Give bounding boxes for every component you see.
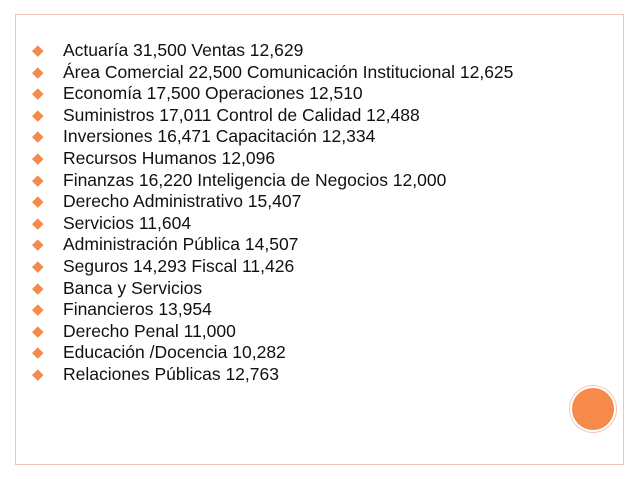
bullet-icon: ◆ — [32, 257, 44, 275]
bullet-icon: ◆ — [32, 193, 44, 211]
bullet-icon: ◆ — [32, 344, 44, 362]
bullet-icon: ◆ — [32, 171, 44, 189]
list-item — [32, 105, 552, 126]
bullet-icon: ◆ — [32, 279, 44, 297]
list-item — [32, 191, 552, 212]
bullet-icon: ◆ — [32, 214, 44, 232]
bullet-icon: ◆ — [32, 322, 44, 340]
list-item-text: Administración Pública 14,507 — [63, 234, 299, 255]
list-item-text: Financieros 13,954 — [63, 299, 212, 320]
bullet-icon: ◆ — [32, 149, 44, 167]
bullet-icon: ◆ — [32, 236, 44, 254]
list-item-text: Educación /Docencia 10,282 — [63, 342, 286, 363]
list-item-text: Derecho Administrativo 15,407 — [63, 191, 302, 212]
list-item — [32, 234, 552, 255]
bullet-list — [32, 40, 552, 386]
list-item — [32, 40, 552, 61]
list-item-text: Inversiones 16,471 Capacitación 12,334 — [63, 126, 376, 147]
bullet-icon: ◆ — [32, 365, 44, 383]
bullet-icon: ◆ — [32, 106, 44, 124]
list-item-text: Área Comercial 22,500 Comunicación Institucional 12,625 — [63, 61, 514, 82]
list-item-text: Recursos Humanos 12,096 — [63, 147, 276, 168]
list-item — [32, 83, 552, 104]
list-item-text: Seguros 14,293 Fiscal 11,426 — [63, 255, 295, 276]
list-item — [32, 256, 552, 277]
list-item-text: Economía 17,500 Operaciones 12,510 — [63, 83, 363, 104]
list-item-text: Suministros 17,011 Control de Calidad 12,488 — [63, 104, 420, 125]
list-item-text: Derecho Penal 11,000 — [63, 320, 236, 341]
list-item — [32, 342, 552, 363]
list-item — [32, 364, 552, 385]
list-item-text: Actuaría 31,500 Ventas 12,629 — [63, 40, 304, 60]
list-item — [32, 213, 552, 234]
list-item-text: Banca y Servicios — [63, 277, 203, 298]
bullet-icon: ◆ — [32, 128, 44, 146]
bullet-icon: ◆ — [32, 85, 44, 103]
bullet-icon: ◆ — [32, 63, 44, 81]
list-item — [32, 62, 523, 83]
bullet-icon: ◆ — [32, 301, 44, 319]
accent-circle-icon — [570, 386, 616, 432]
list-item-text: Finanzas 16,220 Inteligencia de Negocios 12,000 — [63, 169, 447, 190]
bullet-icon: ◆ — [32, 42, 44, 59]
list-item — [32, 278, 552, 299]
list-item — [32, 170, 552, 191]
list-item — [32, 126, 552, 147]
list-item — [32, 299, 552, 320]
list-item — [32, 321, 552, 342]
list-item-text: Servicios 11,604 — [63, 212, 192, 233]
list-item — [32, 148, 552, 169]
list-item-text: Relaciones Públicas 12,763 — [63, 363, 279, 384]
